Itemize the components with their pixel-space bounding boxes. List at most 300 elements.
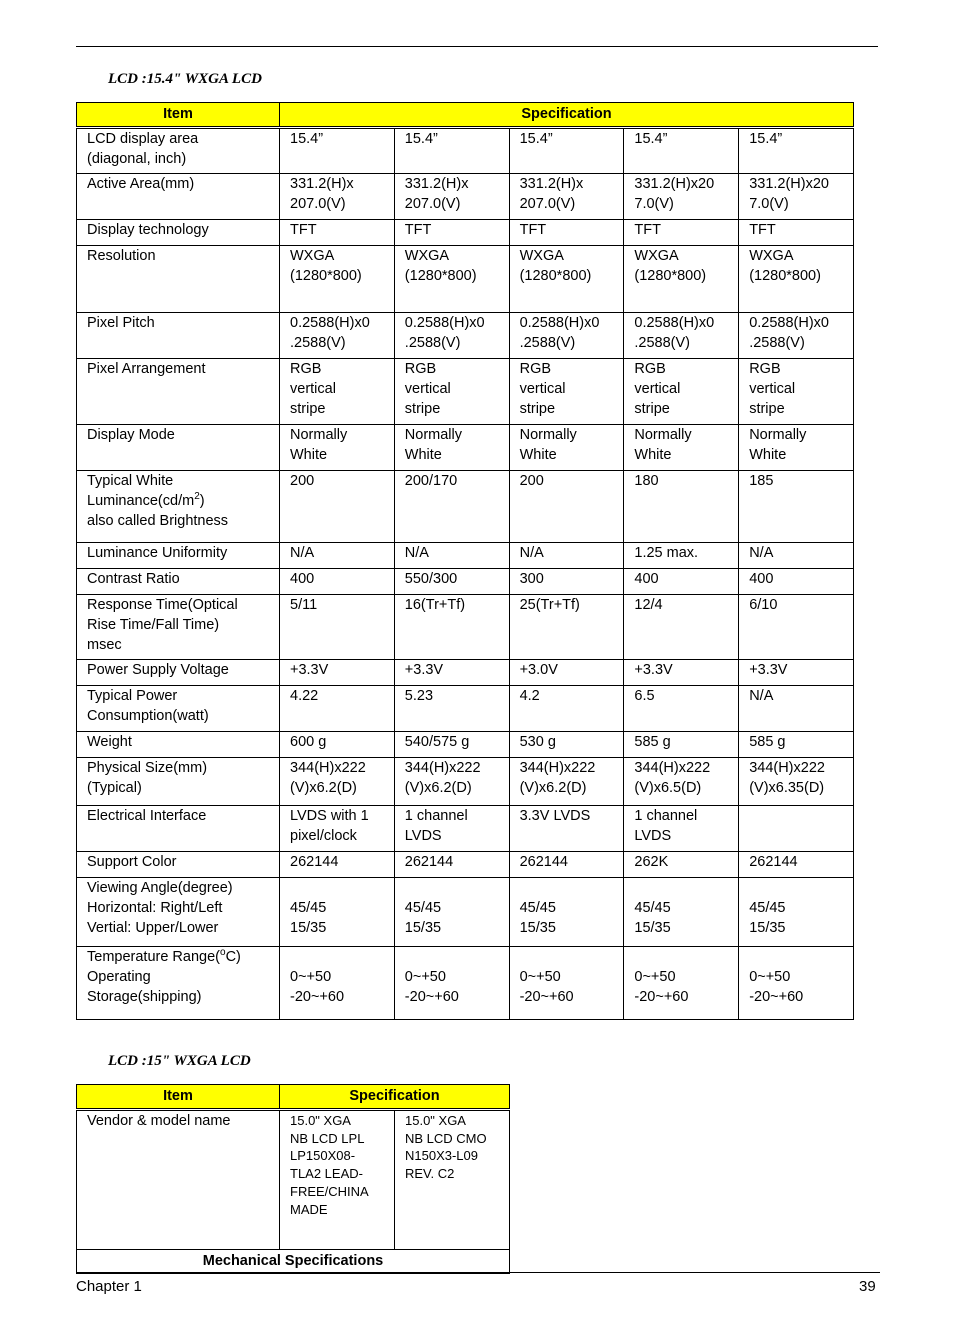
spec-value-cell xyxy=(280,806,395,852)
specification-header: Specification xyxy=(280,1085,510,1110)
cell-line: 0.2588(H)x0 xyxy=(290,315,370,331)
cell-line: 300 xyxy=(519,571,544,587)
cell-line: 400 xyxy=(634,571,659,587)
cell-line: (1280*800) xyxy=(290,268,362,284)
cell-line: 0.2588(H)x0 xyxy=(519,315,600,331)
cell-line: RGB xyxy=(634,361,666,377)
cell-line: also called Brightness xyxy=(87,513,229,529)
cell-line: RGB xyxy=(749,361,781,377)
cell-line: Storage(shipping) xyxy=(87,989,202,1005)
spec-value-cell xyxy=(624,174,739,220)
cell-line: .2588(V) xyxy=(519,335,576,351)
table-row xyxy=(77,686,854,732)
cell-line: TFT xyxy=(519,222,547,238)
cell-line: 331.2(H)x xyxy=(519,176,584,192)
spec-value-cell xyxy=(739,732,854,758)
spec-value-cell xyxy=(509,569,624,595)
cell-line: 45/45 xyxy=(634,900,671,916)
lcd-15-4-spec-table xyxy=(76,102,854,1020)
row-label xyxy=(77,947,280,1020)
spec-value-cell xyxy=(624,878,739,947)
cell-line: 7.0(V) xyxy=(634,196,674,212)
spec-value-cell xyxy=(280,313,395,359)
cell-line: 15.4” xyxy=(519,131,553,147)
spec-value-cell xyxy=(394,471,509,543)
cell-line: 15.0" XGA xyxy=(405,1113,466,1128)
cell-line: (1280*800) xyxy=(749,268,821,284)
row-label xyxy=(77,806,280,852)
cell-line: (1280*800) xyxy=(634,268,707,284)
cell-line: -20~+60 xyxy=(404,989,459,1005)
cell-line: 344(H)x222 xyxy=(749,760,825,776)
spec-value-cell xyxy=(624,425,739,471)
cell-line: (Typical) xyxy=(87,780,142,796)
cell-line: Operating xyxy=(87,969,151,985)
cell-line: 15/35 xyxy=(749,920,786,936)
spec-value-cell xyxy=(280,947,395,1020)
spec-value-cell xyxy=(509,686,624,732)
cell-line: Active Area(mm) xyxy=(87,176,195,192)
cell-line: 3.3V LVDS xyxy=(519,808,591,824)
cell-line: 45/45 xyxy=(749,900,786,916)
cell-line: Response Time(Optical xyxy=(87,597,238,613)
spec-value-cell xyxy=(739,660,854,686)
spec-value-cell xyxy=(739,806,854,852)
cell-line: 331.2(H)x20 xyxy=(749,176,829,192)
spec-value-cell xyxy=(739,425,854,471)
cell-line: 15/35 xyxy=(290,920,327,936)
footer-chapter: Chapter 1 xyxy=(76,1278,142,1295)
header-row xyxy=(77,103,854,128)
spec-value-cell xyxy=(394,686,509,732)
cell-line: 344(H)x222 xyxy=(519,760,596,776)
cell-line: 5/11 xyxy=(290,597,318,613)
cell-line: 200 xyxy=(290,473,315,489)
spec-value-cell xyxy=(394,174,509,220)
cell-line: 4.2 xyxy=(519,688,540,704)
cell-line: WXGA xyxy=(519,248,564,264)
cell-line: REV. C2 xyxy=(405,1166,455,1182)
spec-value-cell xyxy=(280,425,395,471)
cell-line: WXGA xyxy=(634,248,679,264)
cell-line: 200 xyxy=(519,473,544,489)
cell-line: 1.25 max. xyxy=(634,545,699,561)
table-row xyxy=(77,359,854,425)
table-row xyxy=(77,174,854,220)
cell-line: Normally xyxy=(634,427,692,443)
spec-value-cell xyxy=(624,806,739,852)
cell-line: Luminance Uniformity xyxy=(87,545,228,561)
cell-line: .2588(V) xyxy=(634,335,691,351)
row-label xyxy=(77,425,280,471)
cell-line: Contrast Ratio xyxy=(87,571,180,587)
cell-line: 25(Tr+Tf) xyxy=(519,597,580,613)
cell-line: 15/35 xyxy=(634,920,671,936)
spec-value-cell xyxy=(624,471,739,543)
table-row xyxy=(77,1110,510,1250)
spec-value-cell xyxy=(394,947,509,1020)
cell-line: Power Supply Voltage xyxy=(87,662,229,678)
spec-value-cell xyxy=(280,732,395,758)
cell-line: 0~+50 xyxy=(749,969,791,985)
cell-line: -20~+60 xyxy=(634,989,689,1005)
row-label xyxy=(77,543,280,569)
cell-line: LVDS with 1 xyxy=(290,808,369,824)
spec-value-cell xyxy=(509,660,624,686)
spec-value-cell xyxy=(624,852,739,878)
footer-page-number: 39 xyxy=(859,1278,876,1295)
table-row xyxy=(77,878,854,947)
cell-line: Normally xyxy=(404,427,462,443)
cell-line: LCD display area xyxy=(87,131,199,147)
cell-line: -20~+60 xyxy=(749,989,804,1005)
cell-line: 262144 xyxy=(519,854,568,870)
cell-line: 331.2(H)x xyxy=(404,176,469,192)
row-label xyxy=(77,595,280,660)
spec-value-cell xyxy=(509,128,624,174)
spec-value-cell xyxy=(624,246,739,313)
cell-line: 15.4” xyxy=(404,131,438,147)
spec-value-cell xyxy=(394,732,509,758)
cell-line: msec xyxy=(87,637,122,653)
cell-line: White xyxy=(634,447,672,463)
cell-line: Display Mode xyxy=(87,427,175,443)
cell-line: 207.0(V) xyxy=(404,196,461,212)
cell-line: 15.0" XGA xyxy=(290,1113,351,1128)
cell-line: 15/35 xyxy=(404,920,442,936)
cell-line: White xyxy=(290,447,328,463)
spec-value-cell xyxy=(280,359,395,425)
item-header: Item xyxy=(77,103,280,128)
spec-value-cell xyxy=(509,220,624,246)
cell-line: +3.3V xyxy=(290,662,329,678)
cell-line: +3.3V xyxy=(404,662,444,678)
spec-value-cell xyxy=(624,947,739,1020)
cell-line: (V)x6.2(D) xyxy=(290,780,357,796)
cell-line: Viewing Angle(degree) xyxy=(87,880,233,896)
row-label xyxy=(77,660,280,686)
spec-value-cell xyxy=(509,471,624,543)
cell-line: +3.3V xyxy=(634,662,673,678)
cell-line: 16(Tr+Tf) xyxy=(404,597,466,613)
cell-line: 15.4” xyxy=(749,131,783,147)
spec-value-cell xyxy=(624,595,739,660)
spec-value-cell xyxy=(394,852,509,878)
cell-line: Rise Time/Fall Time) xyxy=(87,617,220,633)
cell-line: 530 g xyxy=(519,734,556,750)
spec-value-cell xyxy=(394,246,509,313)
cell-line: NB LCD LPL xyxy=(290,1130,365,1146)
spec-value-cell xyxy=(739,220,854,246)
spec-value-cell xyxy=(394,758,509,806)
spec-value-cell xyxy=(394,425,509,471)
cell-line: 0~+50 xyxy=(404,969,446,985)
spec-value-cell xyxy=(280,471,395,543)
row-label xyxy=(77,128,280,174)
table-row xyxy=(77,806,854,852)
cell-line: Horizontal: Right/Left xyxy=(87,900,223,916)
cell-line: 344(H)x222 xyxy=(290,760,366,776)
spec-value-cell xyxy=(280,686,395,732)
cell-line: 45/45 xyxy=(290,900,327,916)
cell-line: 344(H)x222 xyxy=(404,760,481,776)
spec-value-cell xyxy=(739,246,854,313)
cell-line: Typical White xyxy=(87,473,174,489)
table-row xyxy=(77,852,854,878)
spec-value-cell xyxy=(394,569,509,595)
cell-line: pixel/clock xyxy=(290,828,357,844)
cell-line: 15.4” xyxy=(634,131,668,147)
cell-line: LP150X08- xyxy=(290,1148,356,1164)
spec-value-cell xyxy=(739,758,854,806)
cell-line: N/A xyxy=(519,545,544,561)
cell-line: 0~+50 xyxy=(634,969,676,985)
spec-value-cell xyxy=(624,758,739,806)
cell-line: 0~+50 xyxy=(290,969,332,985)
spec-value-cell xyxy=(509,758,624,806)
cell-line: Physical Size(mm) xyxy=(87,760,208,776)
cell-line: TFT xyxy=(404,222,432,238)
cell-line: (V)x6.5(D) xyxy=(634,780,702,796)
table-row xyxy=(77,569,854,595)
cell-line: 207.0(V) xyxy=(290,196,346,212)
spec-value-cell xyxy=(739,686,854,732)
section-title-15-wxga: LCD :15" WXGA LCD xyxy=(108,1053,251,1069)
cell-line: TFT xyxy=(634,222,661,238)
table-row xyxy=(77,660,854,686)
spec-value-cell xyxy=(624,543,739,569)
cell-line: Normally xyxy=(519,427,577,443)
spec-value-cell xyxy=(394,660,509,686)
cell-line: LVDS xyxy=(634,828,672,844)
cell-line: 0~+50 xyxy=(519,969,561,985)
spec-value-cell xyxy=(739,313,854,359)
spec-value-cell xyxy=(394,220,509,246)
cell-line: N/A xyxy=(749,688,774,704)
cell-line: 262144 xyxy=(404,854,454,870)
cell-line: .2588(V) xyxy=(749,335,805,351)
cell-line: RGB xyxy=(519,361,552,377)
spec-value-cell xyxy=(624,660,739,686)
spec-value-cell xyxy=(394,878,509,947)
spec-value-cell xyxy=(394,359,509,425)
cell-line: 262144 xyxy=(290,854,339,870)
spec-value-cell xyxy=(509,947,624,1020)
cell-line: RGB xyxy=(404,361,437,377)
spec-value-cell xyxy=(394,806,509,852)
cell-line: (diagonal, inch) xyxy=(87,151,187,167)
cell-line: RGB xyxy=(290,361,322,377)
spec-value-cell xyxy=(739,359,854,425)
row-label xyxy=(77,732,280,758)
spec-value-cell xyxy=(739,569,854,595)
cell-line: +3.0V xyxy=(519,662,558,678)
cell-line: White xyxy=(519,447,557,463)
cell-line: vertical xyxy=(634,381,681,397)
cell-line: -20~+60 xyxy=(519,989,574,1005)
cell-line: 262K xyxy=(634,854,669,870)
spec-value-cell xyxy=(280,595,395,660)
spec-value-cell xyxy=(509,806,624,852)
table-row xyxy=(77,220,854,246)
cell-line: stripe xyxy=(404,401,441,417)
table-row xyxy=(77,425,854,471)
cell-line: 6/10 xyxy=(749,597,778,613)
mechanical-specifications-label: Mechanical Specifications xyxy=(77,1250,510,1274)
spec-value-cell xyxy=(509,852,624,878)
cell-line: 1 channel xyxy=(634,808,698,824)
spec-value-cell xyxy=(624,128,739,174)
spec-value-cell xyxy=(280,128,395,174)
cell-line: 0.2588(H)x0 xyxy=(404,315,485,331)
cell-line: 207.0(V) xyxy=(519,196,576,212)
spec-value-cell xyxy=(509,174,624,220)
cell-line: 200/170 xyxy=(404,473,458,489)
cell-line: 15/35 xyxy=(519,920,556,936)
row-label xyxy=(77,471,280,543)
cell-line: 1 channel xyxy=(404,808,468,824)
cell-line: TFT xyxy=(290,222,317,238)
spec-value-cell xyxy=(739,543,854,569)
cell-line: WXGA xyxy=(290,248,335,264)
cell-line: 550/300 xyxy=(404,571,458,587)
spec-value-cell xyxy=(509,543,624,569)
cell-line: 4.22 xyxy=(290,688,319,704)
cell-line: Vertial: Upper/Lower xyxy=(87,920,219,936)
cell-line: FREE/CHINA xyxy=(290,1183,369,1199)
cell-line: 585 g xyxy=(634,734,671,750)
cell-line: Electrical Interface xyxy=(87,808,207,824)
cell-line: stripe xyxy=(634,401,670,417)
cell-line: 185 xyxy=(749,473,774,489)
top-rule xyxy=(76,46,878,47)
spec-value-cell xyxy=(509,595,624,660)
spec-value-cell xyxy=(280,543,395,569)
spec-value-cell xyxy=(280,758,395,806)
cell-line: 0.2588(H)x0 xyxy=(634,315,715,331)
cell-line: (V)x6.2(D) xyxy=(404,780,472,796)
lcd-15-vendor-table xyxy=(76,1084,510,1274)
spec-value-cell xyxy=(280,660,395,686)
cell-line: 600 g xyxy=(290,734,327,750)
cell-line: Normally xyxy=(749,427,807,443)
cell-line: N/A xyxy=(749,545,774,561)
spec-value-cell xyxy=(280,220,395,246)
spec-value-cell xyxy=(394,128,509,174)
table-row xyxy=(77,246,854,313)
cell-line: 45/45 xyxy=(404,900,442,916)
spec-value-cell xyxy=(624,569,739,595)
row-label xyxy=(77,758,280,806)
cell-line: 400 xyxy=(290,571,315,587)
cell-line: vertical xyxy=(749,381,796,397)
cell-line: 400 xyxy=(749,571,774,587)
specification-header: Specification xyxy=(280,103,854,128)
spec-value-cell xyxy=(280,174,395,220)
table-row xyxy=(77,732,854,758)
cell-line: 331.2(H)x xyxy=(290,176,354,192)
item-header: Item xyxy=(77,1085,280,1110)
spec-value-cell xyxy=(280,569,395,595)
spec-value-cell xyxy=(509,359,624,425)
row-label xyxy=(77,878,280,947)
spec-value-cell xyxy=(739,174,854,220)
cell-line: N/A xyxy=(404,545,429,561)
spec-value-cell xyxy=(739,852,854,878)
table-row xyxy=(77,947,854,1020)
cell-line: Weight xyxy=(87,734,132,750)
spec-value-cell xyxy=(280,878,395,947)
cell-line: Temperature Range($^o$C) xyxy=(87,947,241,965)
spec-value-cell xyxy=(394,313,509,359)
cell-line: 540/575 g xyxy=(404,734,470,750)
cell-line: TFT xyxy=(749,222,776,238)
table-row xyxy=(77,1250,510,1274)
table-row xyxy=(77,313,854,359)
vendor-model-value-1 xyxy=(280,1110,395,1250)
row-label xyxy=(77,359,280,425)
row-label xyxy=(77,852,280,878)
cell-line: 12/4 xyxy=(634,597,663,613)
spec-value-cell xyxy=(509,732,624,758)
cell-line: 344(H)x222 xyxy=(634,760,711,776)
cell-line: vertical xyxy=(519,381,566,397)
cell-line: (1280*800) xyxy=(519,268,592,284)
cell-line: N/A xyxy=(290,545,315,561)
cell-line: NB LCD CMO xyxy=(405,1130,487,1146)
spec-value-cell xyxy=(624,359,739,425)
section-title-15-4-wxga: LCD :15.4" WXGA LCD xyxy=(108,71,262,87)
table-row xyxy=(77,595,854,660)
cell-line: stripe xyxy=(749,401,785,417)
cell-line: 0.2588(H)x0 xyxy=(749,315,829,331)
cell-line: 180 xyxy=(634,473,659,489)
cell-line: TLA2 LEAD- xyxy=(290,1166,363,1182)
cell-line: Resolution xyxy=(87,248,156,264)
cell-line: vertical xyxy=(290,381,336,397)
cell-line: 7.0(V) xyxy=(749,196,789,212)
cell-line: +3.3V xyxy=(749,662,788,678)
cell-line: Pixel Pitch xyxy=(87,315,155,331)
cell-line: 15.4” xyxy=(290,131,324,147)
row-label xyxy=(77,569,280,595)
cell-line: $Luminance(cd/m^2)$ xyxy=(87,491,205,509)
cell-line: 585 g xyxy=(749,734,786,750)
spec-value-cell xyxy=(624,686,739,732)
vendor-model-value-2 xyxy=(395,1110,510,1250)
spec-value-cell xyxy=(739,595,854,660)
spec-value-cell xyxy=(624,732,739,758)
table-row xyxy=(77,128,854,174)
row-label xyxy=(77,174,280,220)
cell-line: 262144 xyxy=(749,854,798,870)
cell-line: Typical Power xyxy=(87,688,178,704)
spec-value-cell xyxy=(509,878,624,947)
spec-value-cell xyxy=(624,313,739,359)
cell-line: stripe xyxy=(519,401,556,417)
spec-value-cell xyxy=(509,425,624,471)
cell-line: vertical xyxy=(404,381,451,397)
spec-value-cell xyxy=(739,947,854,1020)
cell-line: WXGA xyxy=(404,248,450,264)
spec-value-cell xyxy=(739,471,854,543)
table-row xyxy=(77,758,854,806)
table-row xyxy=(77,471,854,543)
cell-line: 45/45 xyxy=(519,900,556,916)
cell-line: Display technology xyxy=(87,222,209,238)
cell-line: (V)x6.35(D) xyxy=(749,780,825,796)
cell-line: 5.23 xyxy=(404,688,434,704)
